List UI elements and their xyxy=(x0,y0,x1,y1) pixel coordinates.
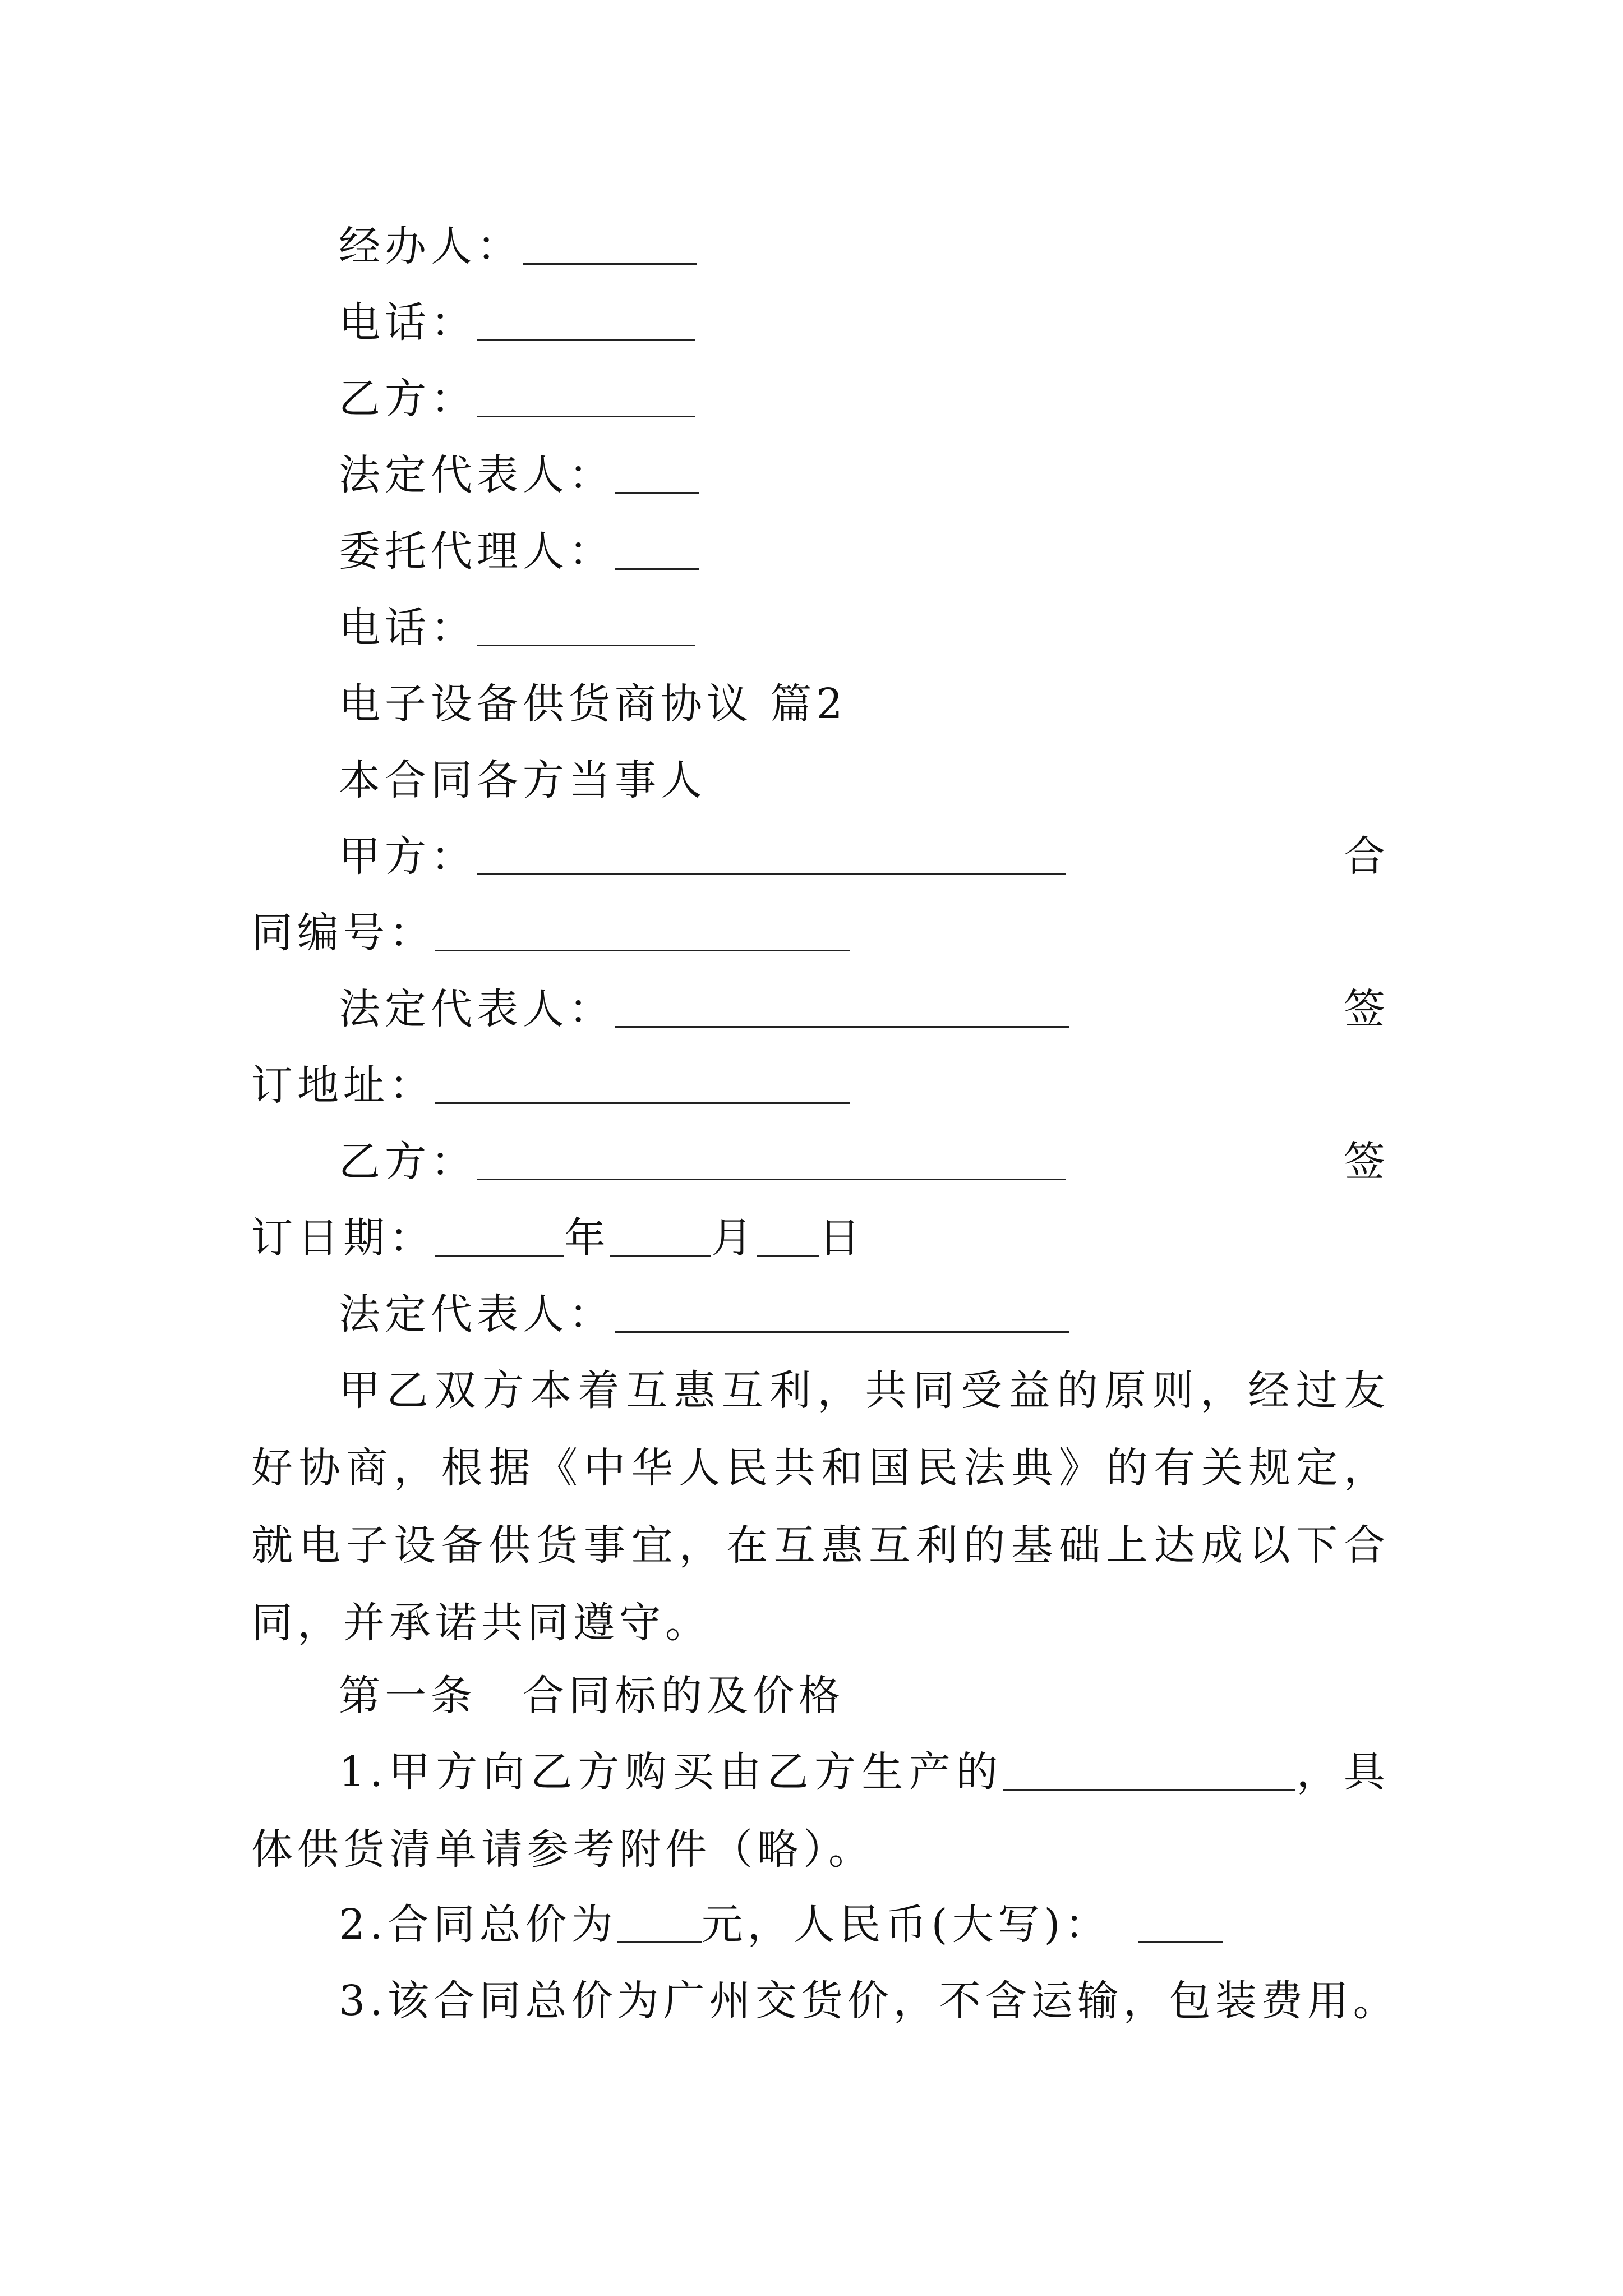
contract-no-line xyxy=(251,894,1390,972)
product-blank[interactable] xyxy=(1003,1750,1295,1791)
item-3-text: 3.该合同总价为广州交货价，不含运输，包装费用。 xyxy=(339,1977,1399,2025)
intro-text: 甲乙双方本着互惠互利，共同受益的原则，经过友好协商，根据《中华人民共和国民法典》的有关规定，就电子设备供货事宜，在互惠互利的基础上达成以下合同，并承诺共同遵守。 xyxy=(251,1366,1390,1647)
legal-rep-line-3 xyxy=(251,1276,1390,1353)
legal-rep-blank-3[interactable] xyxy=(615,1292,1069,1333)
legal-rep-label-3: 法定代表人： xyxy=(339,1290,615,1338)
party-b-blank-2[interactable] xyxy=(477,1139,1066,1180)
intro-paragraph xyxy=(251,1352,1390,1662)
handler-blank[interactable] xyxy=(523,224,697,265)
agent-label: 委托代理人： xyxy=(339,527,615,576)
phone-blank-1[interactable] xyxy=(477,300,695,341)
party-b-label-2: 乙方： xyxy=(339,1138,477,1186)
party-a-label: 甲方： xyxy=(339,832,477,881)
handler-label: 经办人： xyxy=(339,222,523,270)
phone-blank-2[interactable] xyxy=(477,605,695,646)
sign-address-prefix: 签 xyxy=(1344,985,1390,1033)
sign-date-line xyxy=(251,1199,1390,1277)
contract-no-blank[interactable] xyxy=(435,910,850,951)
sign-address-label: 订地址： xyxy=(251,1061,435,1110)
item-2-text-a: 2.合同总价为 xyxy=(339,1901,617,1949)
sign-date-prefix: 签 xyxy=(1344,1138,1390,1186)
handler-line xyxy=(251,208,1390,285)
parties-heading-text: 本合同各方当事人 xyxy=(339,756,707,804)
legal-rep-line-1 xyxy=(251,436,1390,514)
contract-no-prefix: 合 xyxy=(1344,832,1390,881)
item-1-paragraph xyxy=(251,1733,1390,1888)
month-blank[interactable] xyxy=(610,1216,711,1257)
phone-line-2 xyxy=(251,589,1390,666)
item-2-text-b: 元，人民币(大写)： xyxy=(701,1901,1111,1949)
party-a-line xyxy=(251,818,1390,895)
month-label: 月 xyxy=(711,1214,757,1262)
agent-blank[interactable] xyxy=(615,529,699,570)
phone-label-1: 电话： xyxy=(339,298,477,347)
legal-rep-blank-1[interactable] xyxy=(615,453,699,494)
phone-line-1 xyxy=(251,284,1390,361)
section-title xyxy=(251,665,1390,743)
rmb-uppercase-blank[interactable] xyxy=(1138,1902,1223,1943)
day-blank[interactable] xyxy=(757,1216,819,1257)
year-label: 年 xyxy=(564,1214,610,1262)
legal-rep-line-2 xyxy=(251,970,1390,1048)
total-price-blank[interactable] xyxy=(617,1902,702,1943)
item-1-text-b: ，具体供货清单请参考附件（略）。 xyxy=(251,1748,1390,1874)
sign-address-line xyxy=(251,1047,1390,1124)
sign-date-label: 订日期： xyxy=(251,1214,435,1262)
contract-no-label: 同编号： xyxy=(251,909,435,957)
agent-line xyxy=(251,513,1390,590)
party-b-blank-1[interactable] xyxy=(477,376,695,417)
party-a-blank[interactable] xyxy=(477,834,1066,875)
item-1-text xyxy=(251,1733,1390,1888)
sign-address-blank[interactable] xyxy=(435,1063,850,1104)
item-2-line xyxy=(251,1886,1390,1963)
article-1-heading xyxy=(251,1657,1390,1734)
day-label: 日 xyxy=(819,1214,865,1262)
item-1-text-a: 1.甲方向乙方购买由乙方生产的 xyxy=(339,1748,1004,1796)
party-b-line-1 xyxy=(251,360,1390,438)
legal-rep-label-2: 法定代表人： xyxy=(339,985,615,1033)
legal-rep-label-1: 法定代表人： xyxy=(339,451,615,499)
legal-rep-blank-2[interactable] xyxy=(615,987,1069,1028)
year-blank[interactable] xyxy=(435,1216,564,1257)
article-1-title: 第一条 合同标的及价格 xyxy=(339,1672,845,1720)
parties-heading xyxy=(251,742,1390,819)
party-b-line-2 xyxy=(251,1123,1390,1200)
item-3-line xyxy=(251,1962,1399,2040)
party-b-label-1: 乙方： xyxy=(339,375,477,423)
section-title-text: 电子设备供货商协议 篇2 xyxy=(339,680,847,728)
phone-label-2: 电话： xyxy=(339,604,477,652)
